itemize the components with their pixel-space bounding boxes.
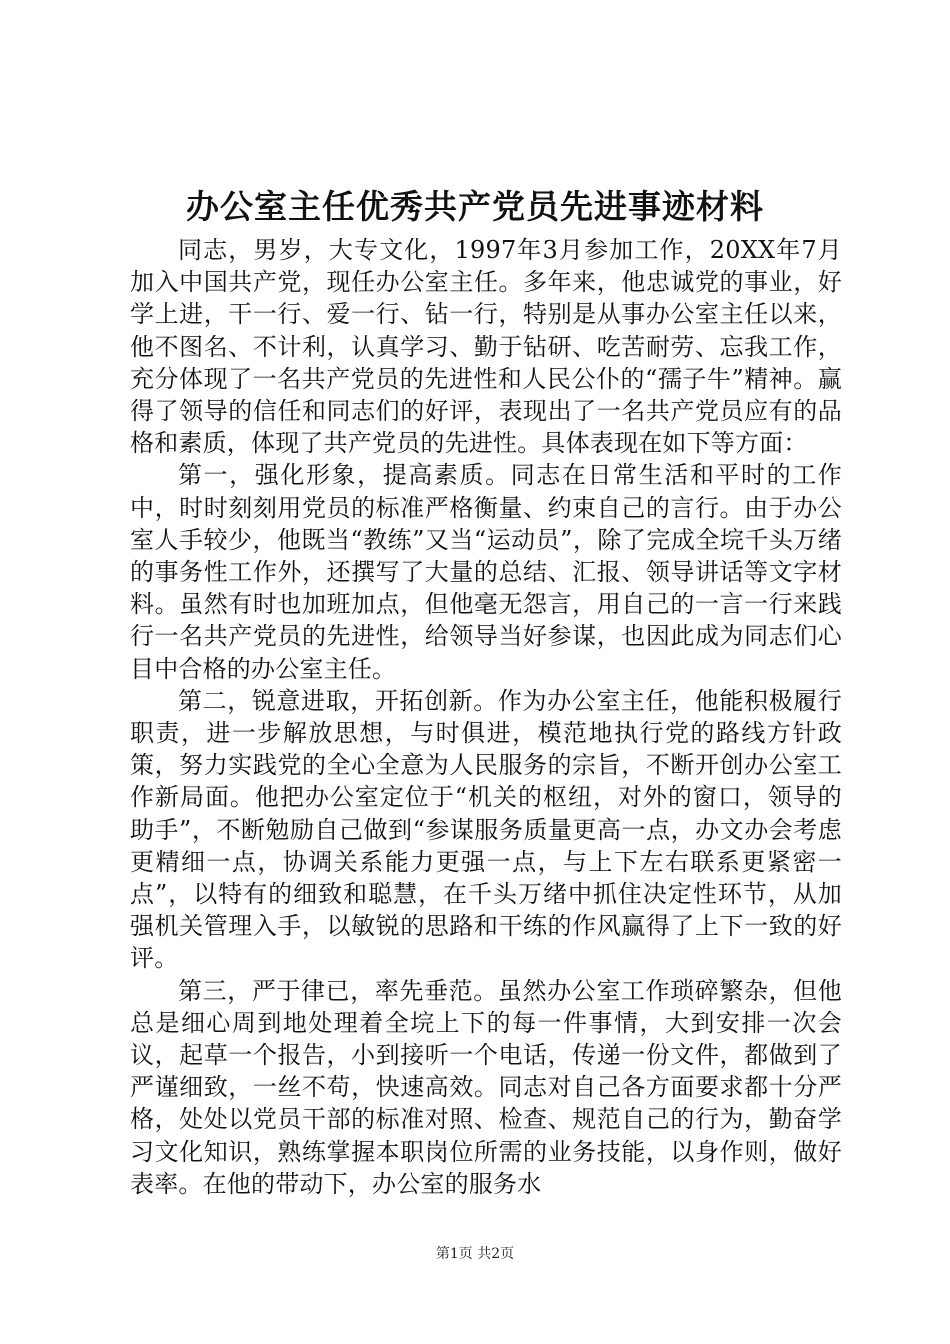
paragraph-second-point: 第二，锐意进取，开拓创新。作为办公室主任，他能积极履行职责，进一步解放思想，与时俱进，模范地执行党的路线方针政策，努力实践党的全心全意为人民服务的宗旨，不断开创办公室工作新局面。他把办公室定位于“机关的枢纽，对外的窗口，领导的助手”，不断勉励自己做到“参谋服务质量更高一点，办文办会考虑更精细一点，协调关系能力更强一点，与上下左右联系更紧密一点”，以特有的细致和聪慧，在千头万绪中抓住决定性环节，从加强机关管理入手，以敏锐的思路和干练的作风赢得了上下一致的好评。 <box>130 686 842 973</box>
paragraph-first-point: 第一，强化形象，提高素质。同志在日常生活和平时的工作中，时时刻刻用党员的标准严格衡量、约束自己的言行。由于办公室人手较少，他既当“教练”又当“运动员”，除了完成全垸千头万绪的事务性工作外，还撰写了大量的总结、汇报、领导讲话等文字材料。虽然有时也加班加点，但他毫无怨言，用自己的一言一行来践行一名共产党员的先进性，给领导当好参谋，也因此成为同志们心目中合格的办公室主任。 <box>130 461 842 683</box>
document-body <box>130 234 842 1200</box>
page-number-footer: 第1页 共2页 <box>435 1246 515 1262</box>
paragraph-intro: 同志，男岁，大专文化，1997年3月参加工作，20XX年7月加入中国共产党，现任办公室主任。多年来，他忠诚党的事业，好学上进，干一行、爱一行、钻一行，特别是从事办公室主任以来，他不图名、不计利，认真学习、勤于钻研、吃苦耐劳、忘我工作，充分体现了一名共产党员的先进性和人民公仆的“孺子牛”精神。赢得了领导的信任和同志们的好评，表现出了一名共产党员应有的品格和素质，体现了共产党员的先进性。具体表现在如下等方面： <box>130 236 842 458</box>
document-title: 办公室主任优秀共产党员先进事迹材料 <box>186 187 764 226</box>
paragraph-third-point: 第三，严于律已，率先垂范。虽然办公室工作琐碎繁杂，但他总是细心周到地处理着全垸上下的每一件事情，大到安排一次会议，起草一个报告，小到接听一个电话，传递一份文件，都做到了严谨细致，一丝不苟，快速高效。同志对自己各方面要求都十分严格，处处以党员干部的标准对照、检查、规范自己的行为，勤奋学习文化知识，熟练掌握本职岗位所需的业务技能，以身作则，做好表率。在他的带动下，办公室的服务水 <box>130 976 842 1198</box>
